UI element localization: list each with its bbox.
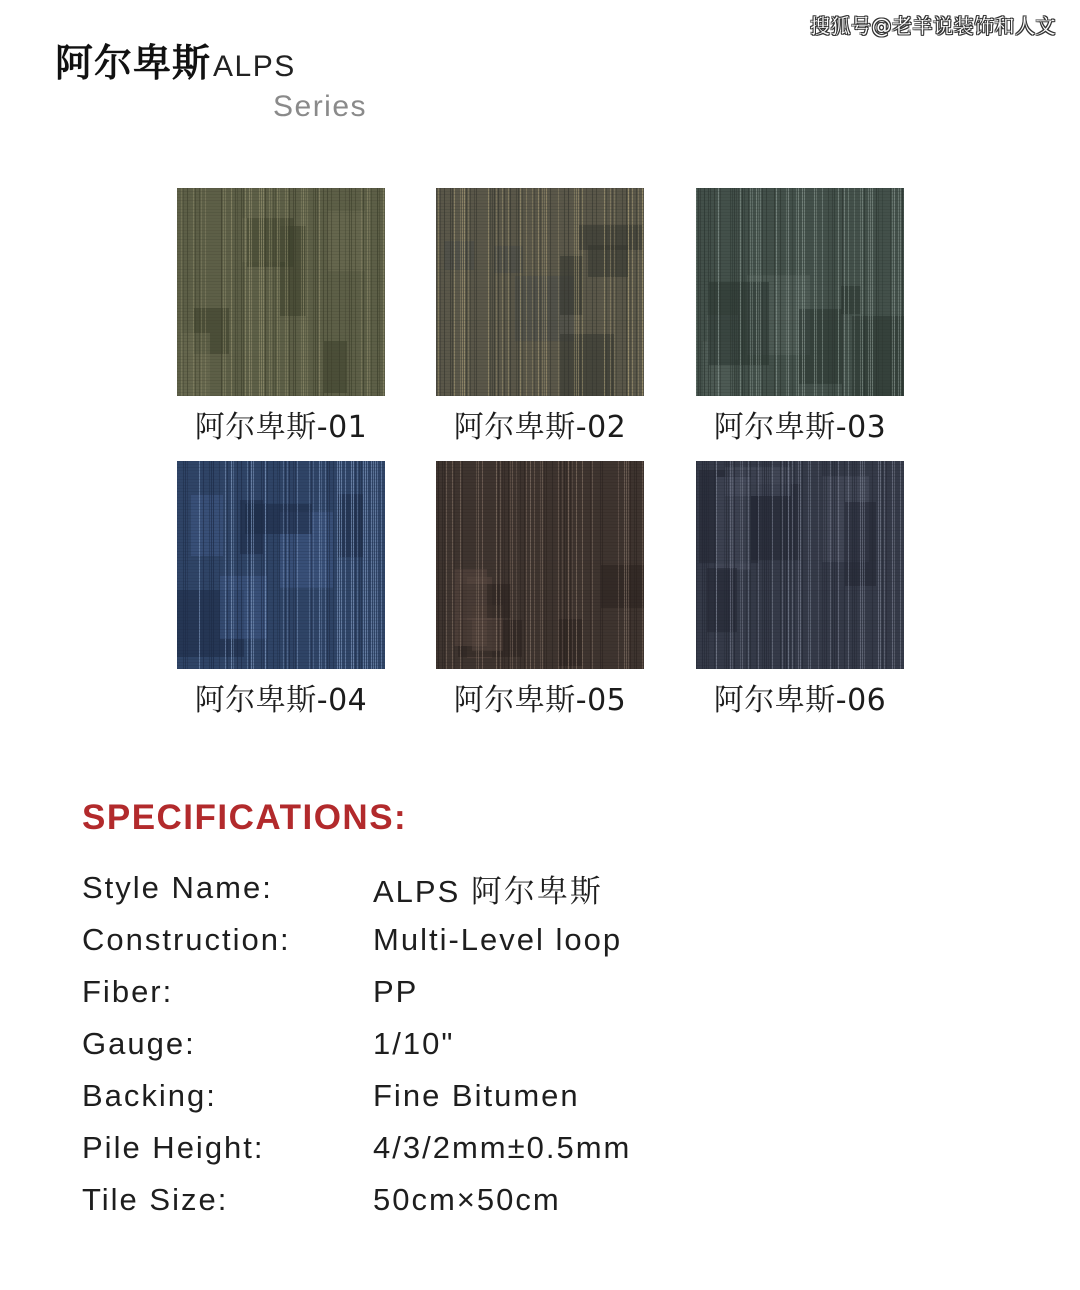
title-chinese: 阿尔卑斯 [55,41,212,85]
spec-row-fiber [82,966,982,1018]
tile-label-03: 阿尔卑斯-03 [713,410,887,445]
carpet-swatch-05 [436,461,644,669]
spec-label: Tile Size: [82,1182,229,1217]
carpet-swatch-06 [696,461,904,669]
carpet-swatch-04 [177,461,385,669]
tile-item-05 [436,461,644,718]
specifications-heading: SPECIFICATIONS: [82,798,408,837]
carpet-swatch-03 [696,188,904,396]
spec-label: Gauge: [82,1026,196,1061]
spec-row-style-name [82,862,982,914]
page-header [55,32,296,87]
spec-value: 4/3/2mm±0.5mm [373,1130,632,1165]
tile-item-02 [436,188,644,445]
tile-item-03 [696,188,904,445]
spec-label: Backing: [82,1078,217,1113]
tile-item-01 [177,188,385,445]
spec-label: Style Name: [82,870,273,905]
tile-label-06: 阿尔卑斯-06 [713,683,887,718]
series-subtitle: Series [273,90,368,123]
tile-item-04 [177,461,385,718]
spec-row-gauge [82,1018,982,1070]
tile-label-04: 阿尔卑斯-04 [194,683,368,718]
spec-label: Pile Height: [82,1130,265,1165]
specifications-table [82,862,982,1226]
spec-value: Fine Bitumen [373,1078,580,1113]
spec-row-tile-size [82,1174,982,1226]
carpet-swatch-01 [177,188,385,396]
tile-label-02: 阿尔卑斯-02 [453,410,627,445]
carpet-swatch-02 [436,188,644,396]
tile-item-06 [696,461,904,718]
spec-value: Multi-Level loop [373,922,623,957]
spec-row-construction [82,914,982,966]
spec-row-backing [82,1070,982,1122]
spec-label: Construction: [82,922,291,957]
tile-label-05: 阿尔卑斯-05 [453,683,627,718]
tile-label-01: 阿尔卑斯-01 [194,410,368,445]
spec-label: Fiber: [82,974,174,1009]
title-english: ALPS [213,50,296,83]
title-line [55,32,296,87]
watermark: 搜狐号@老羊说装饰和人文 [810,14,1056,38]
spec-value: 1/10" [373,1026,455,1061]
spec-value: 50cm×50cm [373,1182,561,1217]
spec-row-pile-height [82,1122,982,1174]
spec-value: ALPS 阿尔卑斯 [373,873,603,909]
spec-value: PP [373,974,419,1009]
